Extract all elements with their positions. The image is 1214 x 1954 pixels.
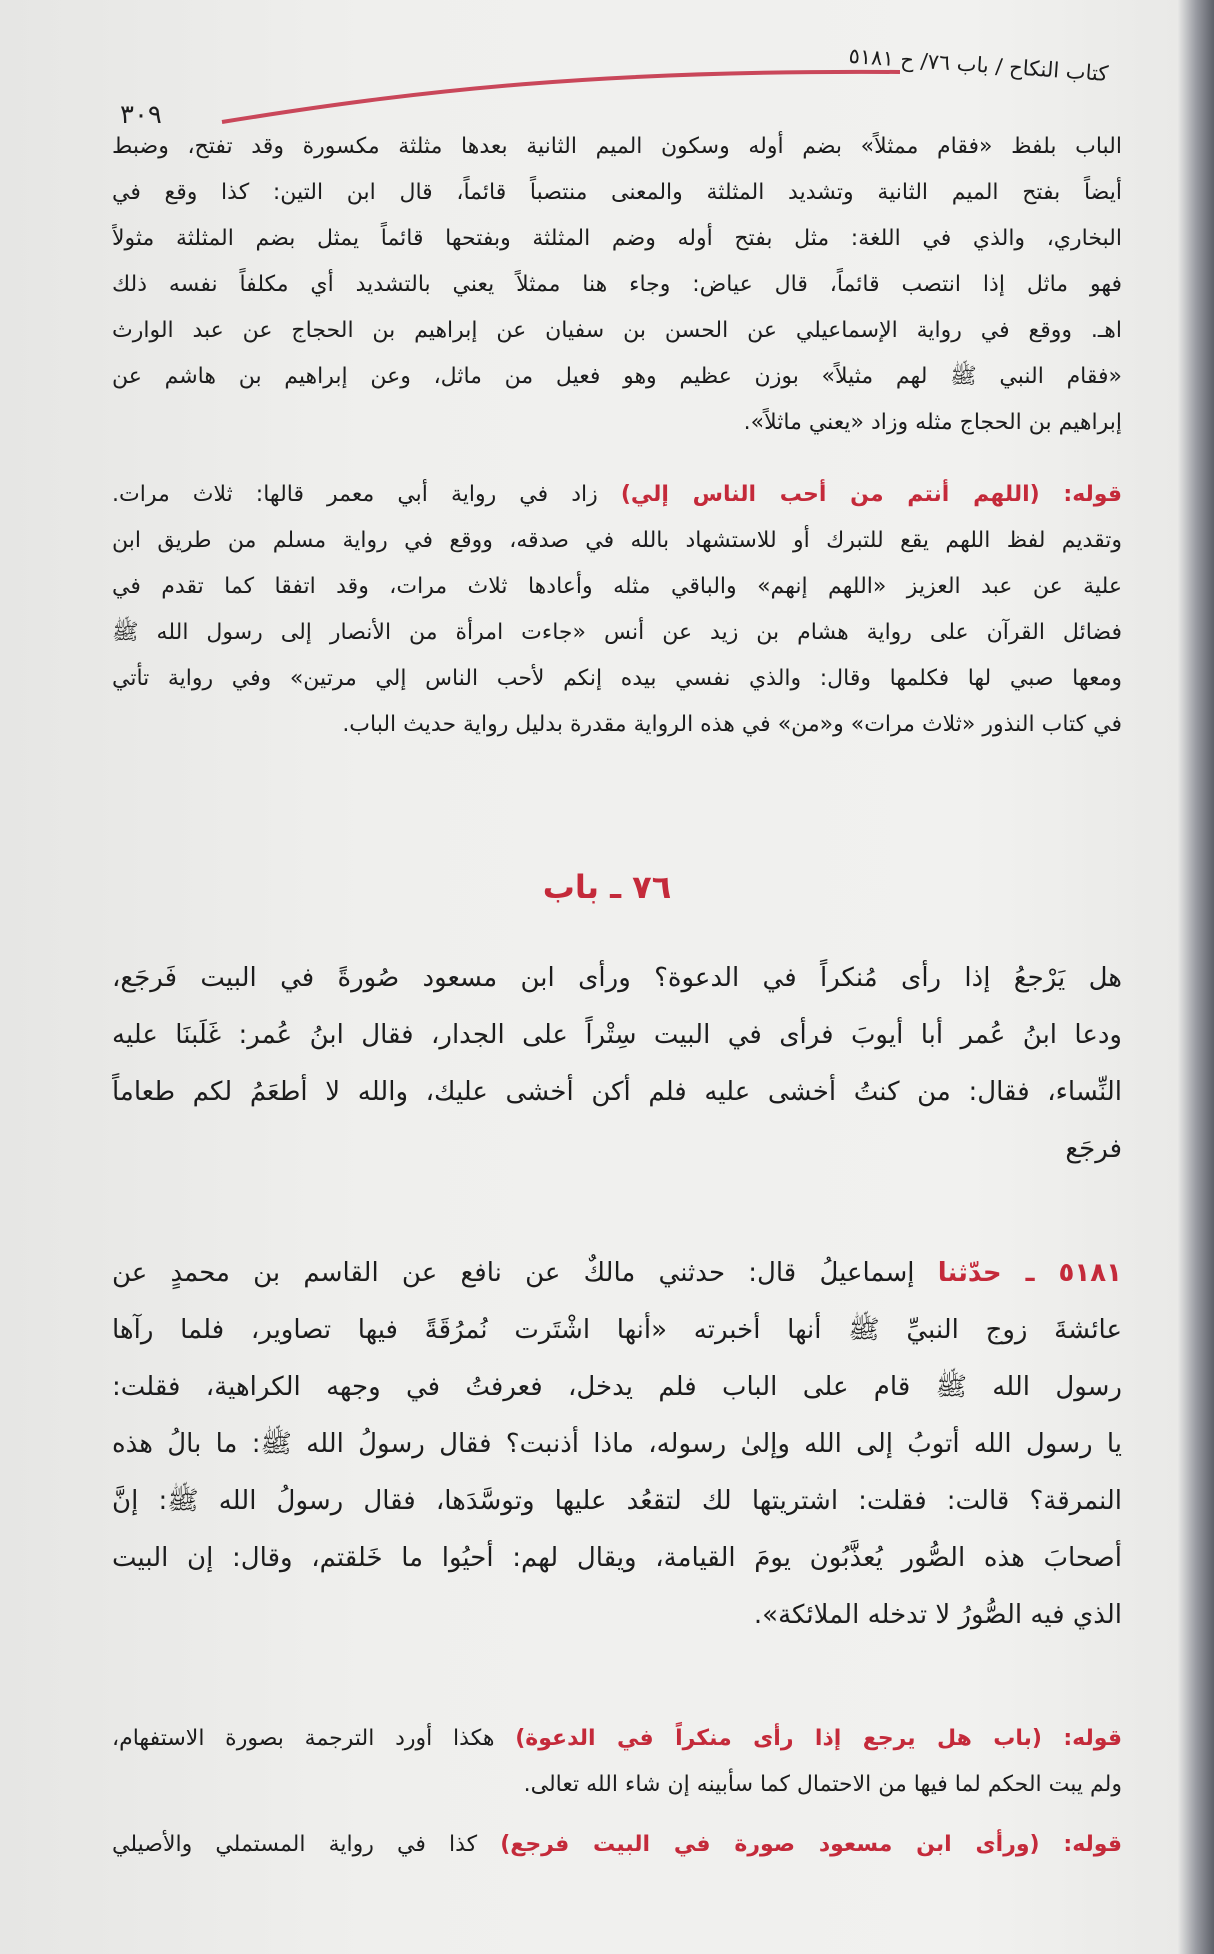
text-line (112, 124, 1122, 170)
line-text: علية عن عبد العزيز «اللهم إنهم» والباقي مثله وأعادها ثلاث مرات، وقد اتفقا كما تقدم في (112, 574, 1122, 599)
line-text: رسول الله ﷺ قام على الباب فلم يدخل، فعرفتُ في وجهه الكراهية، فقلت: (112, 1372, 1122, 1402)
text-line (112, 1416, 1122, 1473)
commentary-paragraph-2 (112, 472, 1122, 748)
highlighted-lemma: ٥١٨١ ـ حدّثنا (937, 1258, 1122, 1288)
text-line (112, 1473, 1122, 1530)
page-number: ٣٠٩ (120, 100, 162, 130)
text-line (112, 1359, 1122, 1416)
line-text: أيضاً بفتح الميم الثانية وتشديد المثلثة والمعنى منتصباً قائماً، قال ابن التين: كذا وقع في (112, 180, 1122, 205)
line-text: أصحابَ هذه الصُّور يُعذَّبُون يومَ القيامة، ويقال لهم: أحيُوا ما خَلقتم، وقال: إن البيت (112, 1543, 1122, 1573)
line-text: إبراهيم بن الحجاج مثله وزاد «يعني ماثلاً». (743, 410, 1122, 435)
text-line (112, 216, 1122, 262)
chapter-heading: ٧٦ ـ باب (542, 868, 672, 906)
text-line (112, 1822, 1122, 1868)
text-line (112, 472, 1122, 518)
text-line (112, 400, 1122, 446)
commentary-paragraph-3 (112, 1716, 1122, 1808)
text-line (112, 1245, 1122, 1302)
hadith-text (112, 1245, 1122, 1644)
line-text: النمرقة؟ قالت: فقلت: اشتريتها لك لتقعُد عليها وتوسَّدَها، فقال رسولُ الله ﷺ: إنَّ (112, 1486, 1122, 1516)
line-text: ومعها صبي لها فكلمها وقال: والذي نفسي بيده إنكم لأحب الناس إلي مرتين» وفي رواية تأتي (112, 666, 1122, 691)
line-text: إسماعيلُ قال: حدثني مالكٌ عن نافع عن القاسم بن محمدٍ عن (112, 1258, 938, 1288)
text-line (112, 610, 1122, 656)
chapter-title-text (112, 950, 1122, 1178)
text-line (112, 1587, 1122, 1644)
line-text: في كتاب النذور «ثلاث مرات» و«من» في هذه الرواية مقدرة بدليل رواية حديث الباب. (342, 712, 1122, 737)
commentary-paragraph-1 (112, 124, 1122, 446)
text-line (112, 1302, 1122, 1359)
highlighted-lemma: قوله: (باب هل يرجع إذا رأى منكراً في الدعوة) (515, 1726, 1122, 1751)
line-text: النِّساء، فقال: من كنتُ أخشى عليه فلم أكن أخشى عليك، والله لا أطعَمُ لكم طعاماً (112, 1077, 1122, 1107)
text-line (112, 656, 1122, 702)
highlighted-lemma: قوله: (ورأى ابن مسعود صورة في البيت فرجع) (500, 1832, 1122, 1857)
line-text: ودعا ابنُ عُمر أبا أيوبَ فرأى في البيت سِتْراً على الجدار، فقال ابنُ عُمر: غَلَبنَا عليه (112, 1020, 1122, 1050)
text-line (112, 1007, 1122, 1064)
line-text: الباب بلفظ «فقام ممثلاً» بضم أوله وسكون الميم الثانية بعدها مثلثة مكسورة وقد تفتح، وضبط (112, 134, 1122, 159)
text-line (112, 564, 1122, 610)
text-line (112, 518, 1122, 564)
line-text: هل يَرْجعُ إذا رأى مُنكراً في الدعوة؟ ورأى ابن مسعود صُورةً في البيت فَرجَع، (112, 963, 1122, 993)
text-line (112, 170, 1122, 216)
text-line (112, 262, 1122, 308)
text-line (112, 1121, 1122, 1178)
text-line (112, 950, 1122, 1007)
line-text: فرجَع (1065, 1134, 1122, 1164)
line-text: عائشةَ زوج النبيِّ ﷺ أنها أخبرته «أنها اشْتَرت نُمرُقَةً فيها تصاوير، فلما رآها (112, 1315, 1122, 1345)
line-text: زاد في رواية أبي معمر قالها: ثلاث مرات. (112, 482, 621, 507)
text-line (112, 1064, 1122, 1121)
highlighted-lemma: قوله: (اللهم أنتم من أحب الناس إلي) (620, 482, 1122, 507)
line-text: كذا في رواية المستملي والأصيلي (112, 1832, 501, 1857)
line-text: يا رسول الله أتوبُ إلى الله وإلىٰ رسوله، ماذا أذنبت؟ فقال رسولُ الله ﷺ: ما بالُ هذه (112, 1429, 1122, 1459)
commentary-paragraph-4 (112, 1822, 1122, 1868)
text-line (112, 1762, 1122, 1808)
line-text: ولم يبت الحكم لما فيها من الاحتمال كما سأبينه إن شاء الله تعالى. (523, 1772, 1122, 1797)
line-text: البخاري، والذي في اللغة: مثل بفتح أوله وضم المثلثة وبفتحها قائماً يمثل بضم المثلثة مثولاً (112, 226, 1122, 251)
line-text: هكذا أورد الترجمة بصورة الاستفهام، (112, 1726, 516, 1751)
line-text: «فقام النبي ﷺ لهم مثيلاً» بوزن عظيم وهو فعيل من ماثل، وعن إبراهيم بن هاشم عن (112, 364, 1122, 389)
line-text: فضائل القرآن على رواية هشام بن زيد عن أنس «جاءت امرأة من الأنصار إلى رسول الله ﷺ (112, 620, 1122, 645)
text-line (112, 308, 1122, 354)
running-title: كتاب النكاح / باب ٧٦/ ح ٥١٨١ (847, 43, 1109, 86)
text-line (112, 354, 1122, 400)
text-line (112, 702, 1122, 748)
line-text: وتقديم لفظ اللهم يقع للتبرك أو للاستشهاد بالله في صدقه، ووقع في رواية مسلم من طريق ابن (112, 528, 1122, 553)
line-text: الذي فيه الصُّورُ لا تدخله الملائكة». (753, 1600, 1122, 1630)
text-line (112, 1716, 1122, 1762)
text-line (112, 1530, 1122, 1587)
line-text: فهو ماثل إذا انتصب قائماً، قال عياض: وجاء هنا ممثلاً يعني بالتشديد أي مكلفاً نفسه ذلك (112, 272, 1122, 297)
line-text: اهـ. ووقع في رواية الإسماعيلي عن الحسن بن سفيان عن إبراهيم بن الحجاج عن عبد الوارث (112, 318, 1122, 343)
